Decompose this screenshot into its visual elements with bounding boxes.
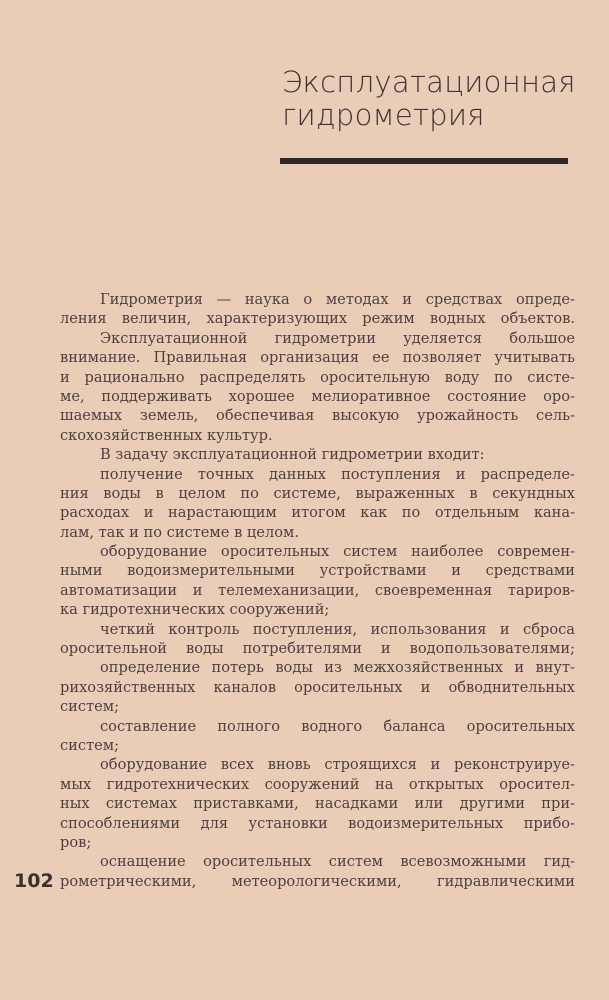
text-line: расходах и нарастающим итогом как по отдельным кана- xyxy=(60,504,575,522)
text-line: лам, так и по системе в целом. xyxy=(60,523,299,541)
chapter-title xyxy=(282,66,576,132)
text-line: составление полного водного баланса оросительных xyxy=(100,717,575,735)
chapter-title-line-2: гидрометрия xyxy=(282,98,485,132)
body-text xyxy=(60,290,575,891)
text-line: оснащение оросительных систем всевозможными гид- xyxy=(100,853,575,871)
text-line: оборудование оросительных систем наиболее современ- xyxy=(100,543,575,561)
chapter-title-line-1: Эксплуатационная xyxy=(282,65,576,99)
text-line: рихозяйственных каналов оросительных и обводнительных xyxy=(60,678,575,696)
text-line: ления величин, характеризующих режим водных объектов. xyxy=(60,310,575,328)
text-line: ка гидротехнических сооружений; xyxy=(60,601,330,619)
text-line: внимание. Правильная организация ее позволяет учитывать xyxy=(60,349,575,367)
text-line: систем; xyxy=(60,698,120,716)
text-line: В задачу эксплуатационной гидрометрии входит: xyxy=(100,446,485,464)
text-line: оросительной воды потребителями и водопользователями; xyxy=(60,640,575,658)
text-line: получение точных данных поступления и распределе- xyxy=(100,465,575,483)
text-line: и рационально распределять оросительную воду по систе- xyxy=(60,368,575,386)
text-line: оборудование всех вновь строящихся и реконструируе- xyxy=(100,756,575,774)
text-line: ния воды в целом по системе, выраженных в секундных xyxy=(60,484,575,502)
text-line: Гидрометрия — наука о методах и средствах опреде- xyxy=(100,291,575,308)
text-line: ными водоизмерительными устройствами и средствами xyxy=(60,562,575,580)
text-line: четкий контроль поступления, использования и сброса xyxy=(100,620,575,638)
text-line: систем; xyxy=(60,736,120,754)
text-line: ров; xyxy=(60,833,92,851)
text-line: скохозяйственных культур. xyxy=(60,426,273,444)
text-line: Эксплуатационной гидрометрии уделяется большое xyxy=(100,329,575,347)
text-line: определение потерь воды из межхозяйственных и внут- xyxy=(100,659,575,677)
text-line: рометрическими, метеорологическими, гидравлическими xyxy=(60,872,575,890)
page-number: 102 xyxy=(14,870,54,892)
text-line: способлениями для установки водоизмерительных прибо- xyxy=(60,814,575,832)
text-line: мых гидротехнических сооружений на открытых оросител- xyxy=(60,775,575,793)
text-line: шаемых земель, обеспечивая высокую урожайность сель- xyxy=(60,407,575,425)
title-rule xyxy=(280,158,568,164)
text-line: ме, поддерживать хорошее мелиоративное состояние оро- xyxy=(60,387,575,405)
text-line: автоматизации и телемеханизации, своевременная тариров- xyxy=(60,581,575,599)
text-line: ных системах приставками, насадками или другими при- xyxy=(60,795,575,813)
